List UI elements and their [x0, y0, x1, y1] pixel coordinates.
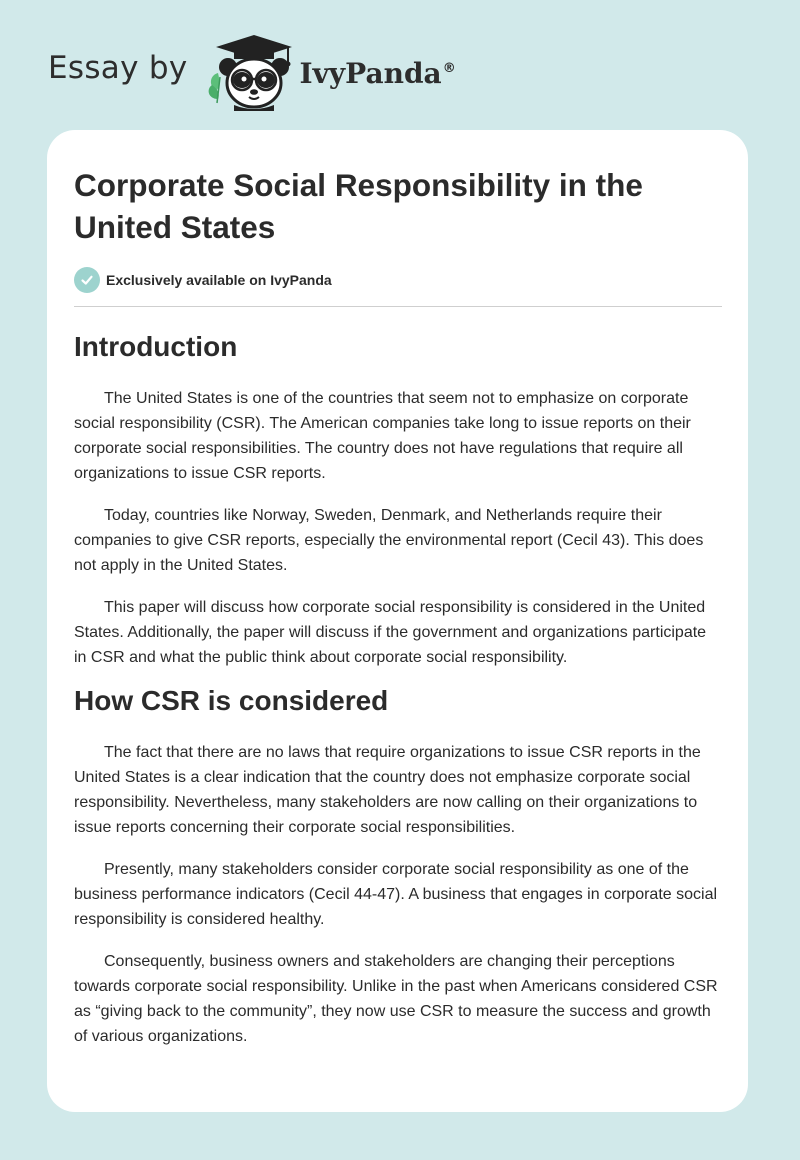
paragraph: Consequently, business owners and stakeholders are changing their perceptions towards corporate social responsibility. Unlike in the past when Americans considered CSR as “giving back to the community”, they now use CSR to measure the success and growth of various organizations. — [74, 953, 718, 1045]
page-title: Corporate Social Responsibility in the United States — [74, 167, 643, 245]
paragraph: Presently, many stakeholders consider corporate social responsibility as one of the business performance indicators (Cecil 44-47). A business that engages in corporate social responsibility is considered healthy. — [74, 861, 718, 928]
panda-logo-icon[interactable] — [204, 33, 296, 111]
exclusive-badge — [74, 267, 722, 293]
paragraph: The United States is one of the countries that seem not to emphasize on corporate social responsibility (CSR). The American companies take long to issue reports on their corporate social responsibilities. The country does not have regulations that require all organizations to issue CSR reports. — [74, 390, 691, 482]
section-how-csr-is-considered — [74, 683, 722, 1049]
article-card — [47, 130, 748, 1112]
paragraph: The fact that there are no laws that require organizations to issue CSR reports in the United States is a clear indication that the country does not emphasize corporate social responsibility. Nevertheless, many stakeholders are now calling on their organizations to issue reports concerning their corporate social responsibilities. — [74, 744, 701, 836]
check-icon — [74, 267, 100, 293]
section-introduction — [74, 329, 722, 670]
badge-label: Exclusively available on IvyPanda — [106, 272, 332, 288]
registered-mark: ® — [442, 61, 456, 77]
section-heading: Introduction — [74, 331, 238, 362]
divider — [74, 306, 722, 307]
site-header — [48, 32, 456, 112]
section-heading: How CSR is considered — [74, 685, 389, 716]
paragraph: This paper will discuss how corporate social responsibility is considered in the United States. Additionally, the paper will discuss if the government and organizations participate in CSR and what the public think about corporate social responsibility. — [74, 599, 707, 666]
brand-name[interactable]: IvyPanda® — [299, 56, 456, 90]
brand-prefix: Essay by — [48, 50, 188, 86]
paragraph: Today, countries like Norway, Sweden, Denmark, and Netherlands require their companies to give CSR reports, especially the environmental report (Cecil 43). This does not apply in the United States. — [74, 507, 704, 574]
